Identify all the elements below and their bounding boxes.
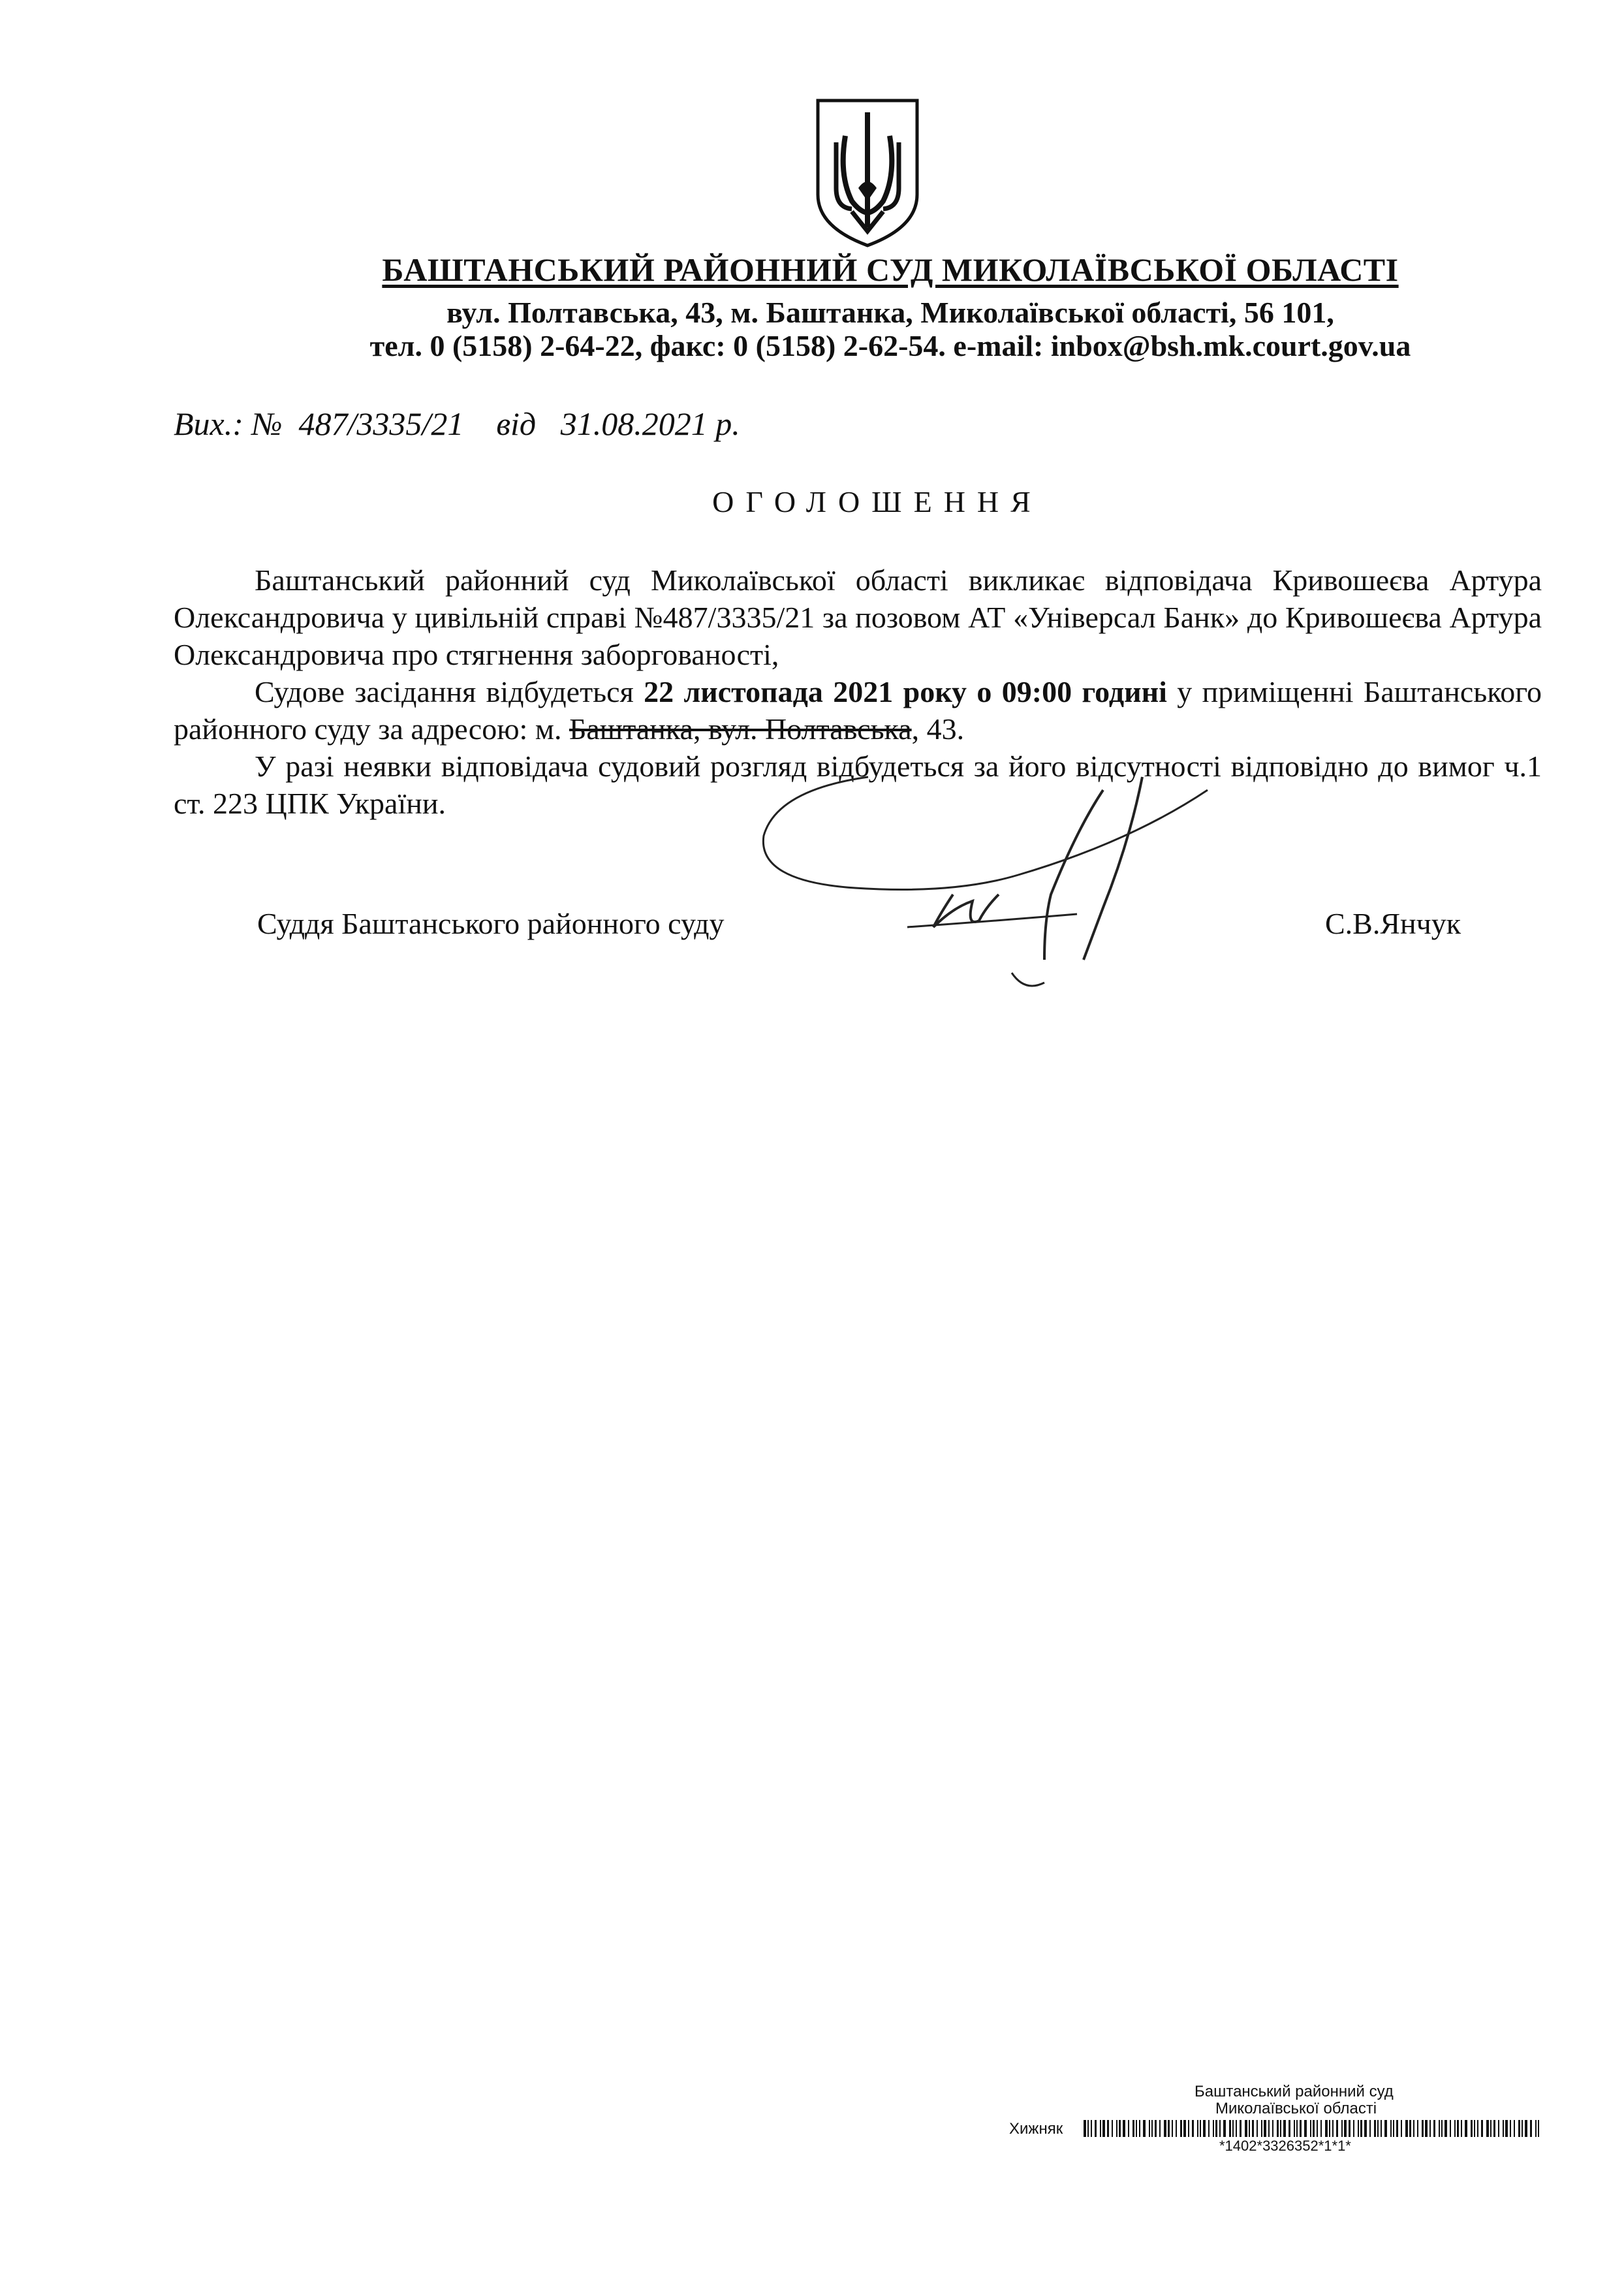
barcode-bar [1283,2120,1286,2137]
barcode-bar [1215,2120,1217,2137]
barcode-bar [1203,2120,1206,2137]
barcode-bar [1417,2120,1418,2137]
barcode-bar [1119,2120,1121,2137]
barcode-bar [1493,2120,1495,2137]
barcode-bar [1102,2120,1105,2137]
barcode-bar [1538,2120,1539,2137]
hearing-text-mid: у приміщенні Баштанського районного суду за адресою: м. [174,675,1542,746]
stamp-region: Миколаївської області [1215,2100,1377,2117]
barcode-bar [1192,2120,1194,2137]
barcode-bar [1413,2120,1414,2137]
court-name: БАШТАНСЬКИЙ РАЙОННИЙ СУД МИКОЛАЇВСЬКОЇ ОБЛАСТІ [382,251,1399,288]
barcode-bar [1143,2120,1146,2137]
barcode-bar [1465,2120,1467,2137]
outgoing-date: 31.08.2021 р. [560,405,740,442]
barcode-bar [1396,2120,1398,2137]
barcode-bar [1084,2120,1086,2137]
barcode-bar [1294,2120,1295,2137]
barcode-bar [1236,2120,1237,2137]
barcode-bar [1223,2120,1226,2137]
outgoing-from-label: від [496,405,537,442]
barcode-bar [1429,2120,1431,2137]
barcode-bar [1112,2120,1113,2137]
barcode-bar [1272,2120,1273,2137]
barcode-bar [1474,2120,1475,2137]
barcode-bar [1313,2120,1315,2137]
barcode-bar [1317,2120,1318,2137]
barcode-bar [1535,2120,1537,2137]
barcode-bar [1100,2120,1101,2137]
barcode-bar [1304,2120,1307,2137]
hearing-address-struck: Баштанка, вул. Полтавська [569,712,912,746]
barcode-bar [1514,2120,1515,2137]
paragraph-absence: У разі неявки відповідача судовий розгляд відбудеться за його відсутності відповідно до вимог ч.1 ст. 223 ЦПК України. [174,750,1542,820]
outgoing-number: 487/3335/21 [298,405,464,442]
barcode-bar [1277,2120,1279,2137]
barcode-bar [1268,2120,1270,2137]
barcode-bar [1257,2120,1258,2137]
barcode-bar [1439,2120,1440,2137]
barcode-bar [1409,2120,1411,2137]
barcode-bar [1525,2120,1527,2137]
barcode-bar [1390,2120,1392,2137]
barcode-bar [1486,2120,1489,2137]
barcode-bar [1139,2120,1140,2137]
barcode-bar [1490,2120,1491,2137]
barcode [1084,2120,1540,2137]
barcode-bar [1369,2120,1371,2137]
paragraph-hearing [174,673,1542,748]
court-address: вул. Полтавська, 43, м. Баштанка, Миколаївської області, 56 101, [446,296,1334,329]
barcode-bar [1149,2120,1150,2137]
barcode-bar [1320,2120,1322,2137]
barcode-bar [1471,2120,1473,2137]
barcode-bar [1384,2120,1387,2137]
barcode-bar [1393,2120,1394,2137]
barcode-bar [1136,2120,1137,2137]
barcode-bar [1213,2120,1214,2137]
barcode-bar [1245,2120,1247,2137]
document-title: ОГОЛОШЕННЯ [712,485,1042,518]
barcode-bar [1180,2120,1182,2137]
barcode-bar [1123,2120,1125,2137]
barcode-bar [1296,2120,1298,2137]
barcode-bar [1252,2120,1254,2137]
court-contacts: тел. 0 (5158) 2-64-22, факс: 0 (5158) 2-62-54. e-mail: inbox@bsh.mk.court.gov.ua [369,329,1411,362]
judge-name: С.В.Янчук [1325,907,1461,940]
barcode-bar [1457,2120,1459,2137]
barcode-bar [1168,2120,1170,2137]
barcode-bar [1401,2120,1402,2137]
barcode-bar [1329,2120,1330,2137]
barcode-bar [1172,2120,1173,2137]
barcode-bar [1229,2120,1231,2137]
stamp-clerk: Хижняк [1009,2120,1063,2138]
barcode-bar [1405,2120,1408,2137]
barcode-bar [1155,2120,1157,2137]
hearing-date: 22 листопада 2021 року о 09:00 годині [644,675,1167,708]
barcode-bar [1232,2120,1234,2137]
barcode-bar [1450,2120,1451,2137]
barcode-bar [1087,2120,1089,2137]
barcode-bar [1288,2120,1290,2137]
stamp-court-name: Баштанський районний суд [1195,2083,1394,2100]
barcode-bar [1164,2120,1166,2137]
barcode-bar [1374,2120,1376,2137]
barcode-bar [1441,2120,1443,2137]
trident-emblem-icon [813,97,922,248]
barcode-bar [1325,2120,1328,2137]
barcode-bar [1477,2120,1478,2137]
barcode-bar [1159,2120,1161,2137]
hearing-text-start: Судове засідання відбудеться [255,675,644,708]
barcode-bar [1505,2120,1508,2137]
judge-position: Суддя Баштанського районного суду [257,907,725,940]
barcode-bar [1349,2120,1351,2137]
barcode-bar [1444,2120,1447,2137]
barcode-bar [1261,2120,1262,2137]
barcode-bar [1151,2120,1153,2137]
barcode-bar [1280,2120,1281,2137]
barcode-bar [1518,2120,1520,2137]
barcode-bar [1300,2120,1302,2137]
barcode-bar [1461,2120,1462,2137]
hearing-text-end: , 43. [911,712,965,746]
barcode-bar [1353,2120,1354,2137]
barcode-bar [1422,2120,1424,2137]
barcode-bar [1364,2120,1367,2137]
barcode-bar [1128,2120,1129,2137]
barcode-bar [1310,2120,1311,2137]
barcode-bar [1498,2120,1499,2137]
barcode-bar [1249,2120,1250,2137]
barcode-bar [1377,2120,1379,2137]
barcode-bar [1454,2120,1456,2137]
barcode-bar [1219,2120,1221,2137]
barcode-bar [1183,2120,1186,2137]
barcode-bar [1208,2120,1210,2137]
outgoing-prefix: Вих.: № [174,405,283,442]
outgoing-number-line [174,405,740,443]
barcode-bar [1197,2120,1198,2137]
barcode-bar [1503,2120,1504,2137]
stamp-code: *1402*3326352*1*1* [1219,2138,1351,2154]
barcode-bar [1522,2120,1523,2137]
barcode-bar [1530,2120,1532,2137]
barcode-bar [1332,2120,1334,2137]
barcode-bar [1240,2120,1241,2137]
paragraph-summons: Баштанський районний суд Миколаївської області викликає відповідача Кривошеєва Артура Олександровича у цивільній справі №487/3335/21 за позовом АТ «Універсал Банк» до Кривошеєва Артура Олександровича про стягнення заборгованості, [174,563,1542,671]
barcode-bar [1188,2120,1189,2137]
handwritten-signature [738,764,1260,999]
barcode-bar [1264,2120,1266,2137]
barcode-bar [1381,2120,1382,2137]
barcode-bar [1341,2120,1343,2137]
barcode-bar [1510,2120,1511,2137]
barcode-bar [1336,2120,1338,2137]
barcode-bar [1132,2120,1134,2137]
barcode-bar [1358,2120,1359,2137]
barcode-bar [1200,2120,1201,2137]
barcode-bar [1095,2120,1097,2137]
barcode-bar [1433,2120,1435,2137]
barcode-bar [1360,2120,1362,2137]
barcode-bar [1091,2120,1092,2137]
barcode-bar [1176,2120,1177,2137]
barcode-bar [1344,2120,1347,2137]
barcode-bar [1116,2120,1117,2137]
barcode-bar [1425,2120,1428,2137]
barcode-bar [1481,2120,1483,2137]
barcode-bar [1107,2120,1109,2137]
